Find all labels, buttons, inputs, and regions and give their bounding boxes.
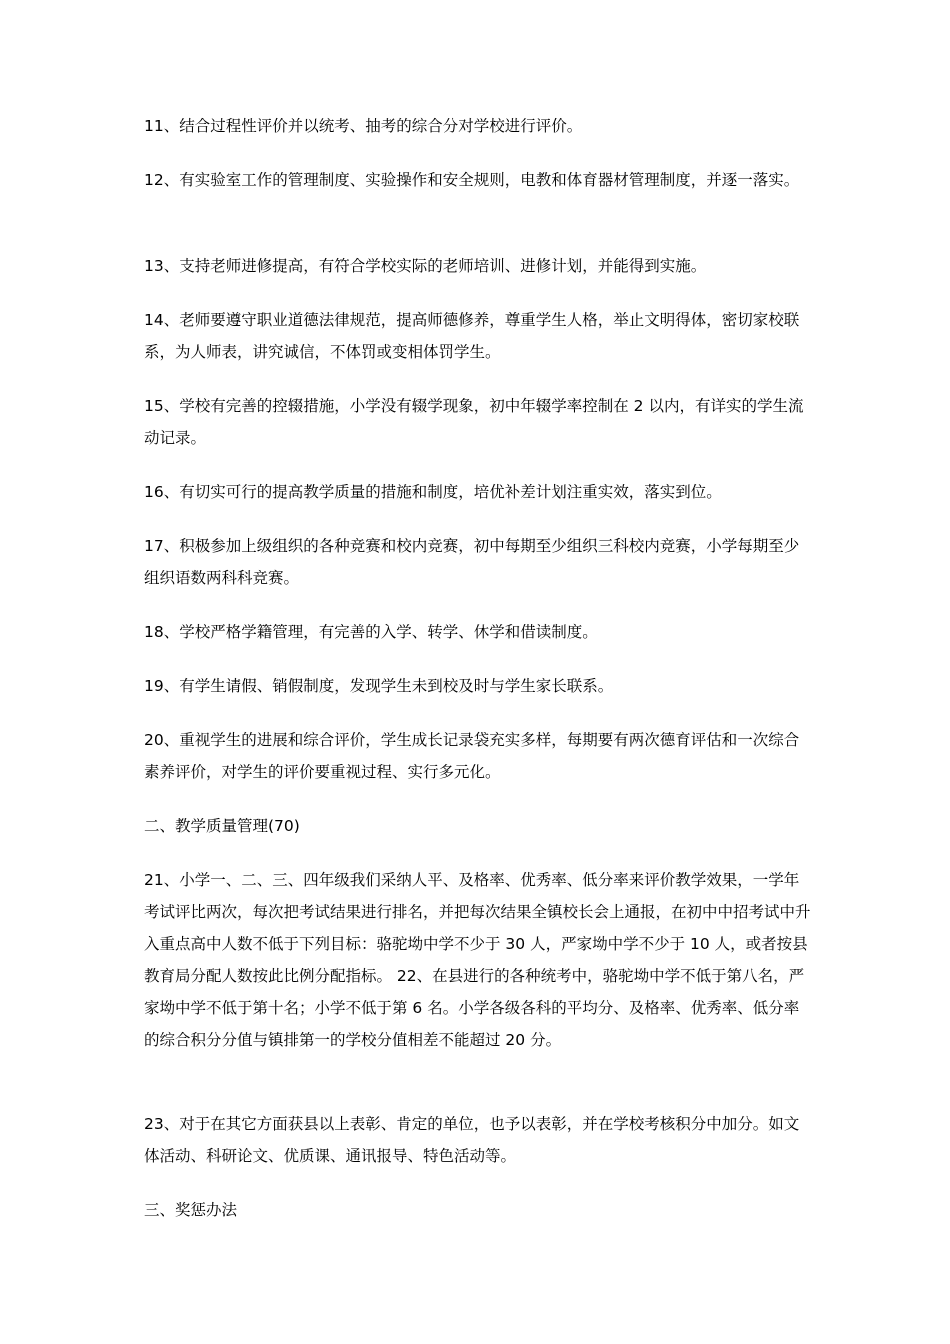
paragraph-item-15: 15、学校有完善的控辍措施，小学没有辍学现象，初中年辍学率控制在 2 以内，有详实的学生流动记录。 — [144, 397, 804, 447]
paragraph-item-18: 18、学校严格学籍管理，有完善的入学、转学、休学和借读制度。 — [144, 623, 598, 641]
paragraph-item-13: 13、支持老师进修提高，有符合学校实际的老师培训、进修计划，并能得到实施。 — [144, 257, 707, 275]
paragraph-item-23: 23、对于在其它方面获县以上表彰、肯定的单位，也予以表彰，并在学校考核积分中加分。如文体活动、科研论文、优质课、通讯报导、特色活动等。 — [144, 1115, 800, 1165]
paragraph-item-12: 12、有实验室工作的管理制度、实验操作和安全规则，电教和体育器材管理制度，并逐一落实。 — [144, 171, 800, 189]
section-heading-teaching-quality: 二、教学质量管理(70) — [144, 817, 300, 835]
paragraph-item-19: 19、有学生请假、销假制度，发现学生未到校及时与学生家长联系。 — [144, 677, 614, 695]
section-heading-rewards-penalties: 三、奖惩办法 — [144, 1201, 238, 1219]
paragraph-item-17: 17、积极参加上级组织的各种竞赛和校内竞赛，初中每期至少组织三科校内竞赛，小学每期至少组织语数两科科竞赛。 — [144, 537, 800, 587]
paragraph-item-14: 14、老师要遵守职业道德法律规范，提高师德修养，尊重学生人格，举止文明得体，密切家校联系，为人师表，讲究诚信，不体罚或变相体罚学生。 — [144, 311, 800, 361]
paragraph-item-20: 20、重视学生的进展和综合评价，学生成长记录袋充实多样，每期要有两次德育评估和一次综合素养评价，对学生的评价要重视过程、实行多元化。 — [144, 731, 800, 781]
paragraph-item-11: 11、结合过程性评价并以统考、抽考的综合分对学校进行评价。 — [144, 117, 583, 135]
paragraph-item-21-22: 21、小学一、二、三、四年级我们采纳人平、及格率、优秀率、低分率来评价教学效果，一学年考试评比两次，每次把考试结果进行排名，并把每次结果全镇校长会上通报，在初中中招考试中升入重点高中人数不低于下列目标：骆驼坳中学不少于 30 人，严家坳中学不少于 10 人，或者按县教育局分配人数按此比例分配指标。 22、在县进行的各种统考中，骆驼坳中学不低于第八名，严家坳中学不低于第十名；小学不低于第 6 名。小学各级各科的平均分、及格率、优秀率、低分率的综合积分分值与镇排第一的学校分值相差不能超过 20 分。 — [144, 871, 811, 1049]
paragraph-item-16: 16、有切实可行的提高教学质量的措施和制度，培优补差计划注重实效，落实到位。 — [144, 483, 722, 501]
